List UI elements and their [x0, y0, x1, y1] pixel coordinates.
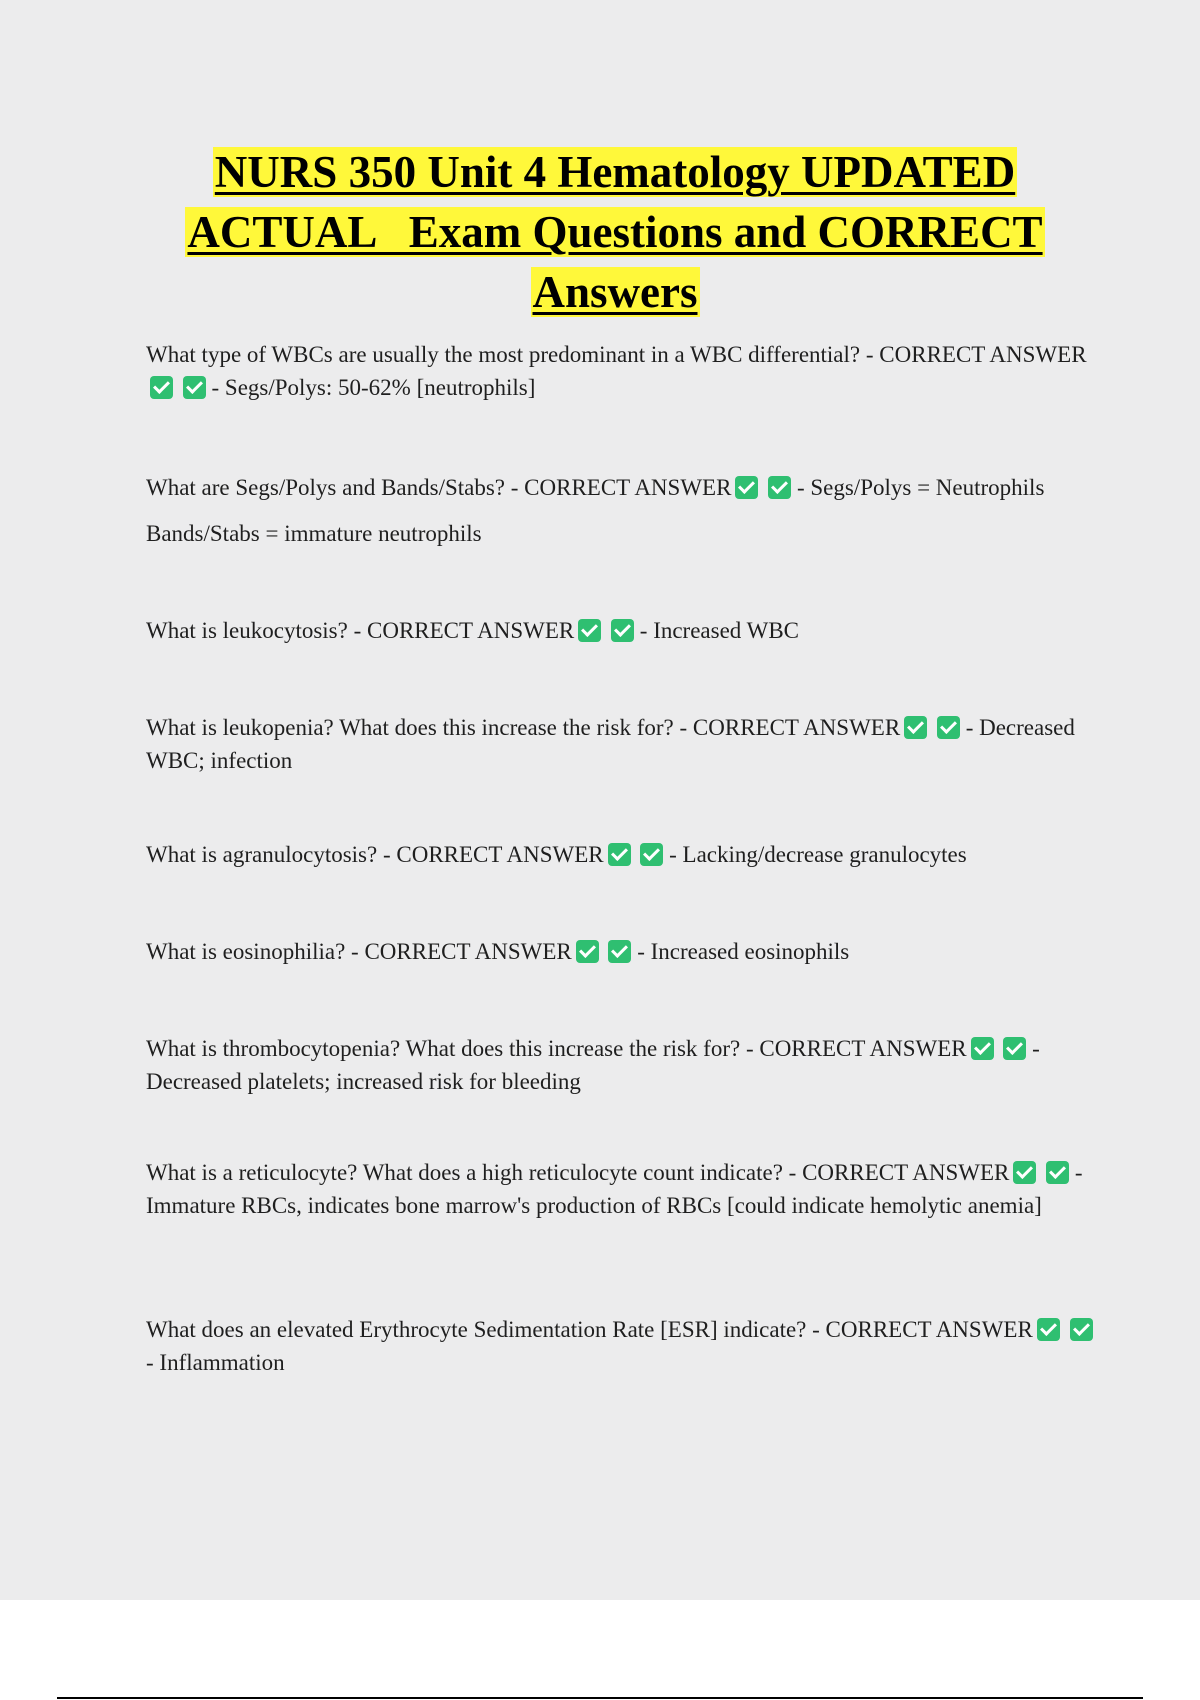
- check-mark-icon: [1037, 1318, 1060, 1341]
- question-text: What is leukopenia? What does this increase the risk for? - CORRECT: [146, 715, 799, 740]
- title-line-2: ACTUAL Exam Questions and CORRECT: [187, 207, 1043, 257]
- qa-item-2: [146, 465, 1096, 557]
- answer-text: - Segs/Polys = Neutrophils: [796, 475, 1045, 500]
- qa-item-7: [146, 1032, 1096, 1098]
- check-mark-icon: [183, 376, 206, 399]
- check-mark-icon: [1003, 1037, 1026, 1060]
- answer-label: ANSWER: [989, 342, 1087, 367]
- answer-label: ANSWER: [477, 618, 575, 643]
- answer-label: ANSWER: [935, 1317, 1033, 1342]
- question-text: What type of WBCs are usually the most predominant in a WBC differential? - CORRECT: [146, 342, 985, 367]
- answer-text: - Decreased WBC; infection: [146, 715, 1075, 773]
- question-text: What is agranulocytosis? - CORRECT: [146, 842, 503, 867]
- answer-label: ANSWER: [869, 1036, 967, 1061]
- check-mark-icon: [768, 476, 791, 499]
- answer-text: - Lacking/decrease granulocytes: [669, 842, 967, 867]
- question-text: What are Segs/Polys and Bands/Stabs? - CORRECT: [146, 475, 630, 500]
- answer-label: ANSWER: [474, 939, 572, 964]
- check-mark-icon: [904, 716, 927, 739]
- question-text: What does an elevated Erythrocyte Sedimentation Rate [ESR] indicate? - CORRECT: [146, 1317, 932, 1342]
- answer-text: - Increased WBC: [639, 618, 800, 643]
- footer-divider: [57, 1697, 1143, 1699]
- answer-label: ANSWER: [803, 715, 901, 740]
- answer-extra-text: Bands/Stabs = immature neutrophils: [146, 521, 482, 546]
- check-mark-icon: [611, 619, 634, 642]
- answer-label: ANSWER: [634, 475, 732, 500]
- answer-text: - Segs/Polys: 50-62% [neutrophils]: [211, 375, 536, 400]
- qa-item-5: [146, 838, 1096, 871]
- answer-text: - Increased eosinophils: [637, 939, 850, 964]
- answer-text: - Inflammation: [146, 1350, 285, 1375]
- qa-item-3: [146, 614, 1096, 647]
- answer-label: ANSWER: [912, 1160, 1010, 1185]
- qa-item-6: [146, 935, 1096, 968]
- qa-item-8: [146, 1156, 1096, 1222]
- check-mark-icon: [735, 476, 758, 499]
- question-text: What is a reticulocyte? What does a high reticulocyte count indicate? - CORRECT: [146, 1160, 908, 1185]
- check-mark-icon: [1046, 1161, 1069, 1184]
- question-text: What is leukocytosis? - CORRECT: [146, 618, 473, 643]
- check-mark-icon: [150, 376, 173, 399]
- title-line-1: NURS 350 Unit 4 Hematology UPDATED: [214, 147, 1016, 197]
- check-mark-icon: [608, 843, 631, 866]
- question-text: What is eosinophilia? - CORRECT: [146, 939, 471, 964]
- qa-item-1: [146, 338, 1096, 404]
- title-line-3: Answers: [532, 267, 698, 317]
- check-mark-icon: [1070, 1318, 1093, 1341]
- check-mark-icon: [576, 940, 599, 963]
- check-mark-icon: [640, 843, 663, 866]
- document-title: [140, 142, 1090, 322]
- answer-text: - Decreased platelets; increased risk for bleeding: [146, 1036, 1040, 1094]
- qa-item-9: [146, 1313, 1096, 1379]
- answer-text: - Immature RBCs, indicates bone marrow's production of RBCs [could indicate hemolytic anemia]: [146, 1160, 1083, 1218]
- check-mark-icon: [578, 619, 601, 642]
- check-mark-icon: [971, 1037, 994, 1060]
- qa-item-4: [146, 711, 1096, 777]
- check-mark-icon: [937, 716, 960, 739]
- question-text: What is thrombocytopenia? What does this increase the risk for? - CORRECT: [146, 1036, 866, 1061]
- check-mark-icon: [1013, 1161, 1036, 1184]
- answer-label: ANSWER: [506, 842, 604, 867]
- check-mark-icon: [608, 940, 631, 963]
